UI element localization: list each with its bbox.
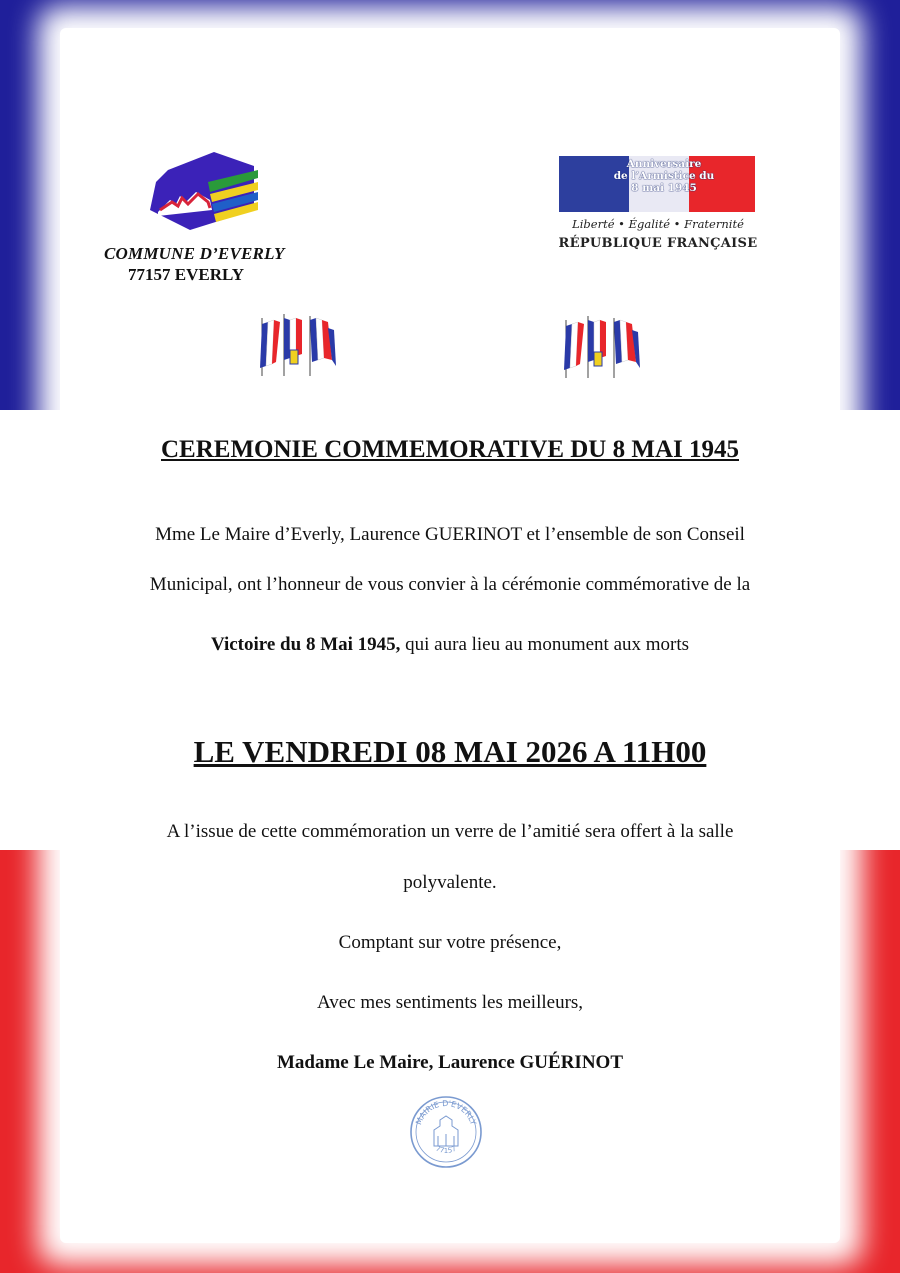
stamp-text-top: MAIRIE D'EVERLY — [414, 1098, 478, 1127]
body-line-7: Avec mes sentiments les meilleurs, — [316, 992, 584, 1013]
body-line-3 — [0, 634, 900, 656]
commune-name: COMMUNE D’EVERLY — [104, 244, 285, 263]
banner-text — [599, 158, 729, 194]
signature: Madame Le Maire, Laurence GUÉRINOT — [276, 1052, 623, 1073]
republic-motto: Liberté • Égalité • Fraternité — [572, 217, 744, 231]
commune-zip: 77157 EVERLY — [128, 265, 245, 284]
banner-line2: de l’Armistice du — [613, 170, 715, 182]
stamp-text-bottom: 77157 — [434, 1144, 458, 1155]
victory-bold: Victoire du 8 Mai 1945, — [210, 634, 401, 655]
mairie-stamp-icon — [408, 1094, 484, 1170]
armistice-banner — [559, 156, 755, 212]
body-line-1: Mme Le Maire d’Everly, Laurence GUERINOT et l’ensemble de son Conseil — [155, 524, 745, 545]
body-line-3-rest: qui aura lieu au monument aux morts — [400, 634, 690, 655]
banner-line1: Anniversaire — [626, 158, 702, 170]
event-date: LE VENDREDI 08 MAI 2026 A 11H00 — [193, 734, 707, 769]
page-title: CEREMONIE COMMEMORATIVE DU 8 MAI 1945 — [161, 436, 739, 463]
svg-text:MAIRIE D'EVERLY — [414, 1099, 478, 1126]
body-line-5: polyvalente. — [403, 872, 497, 893]
body-line-4: A l’issue de cette commémoration un verre de l’amitié sera offert à la salle — [166, 821, 734, 842]
flags-icon — [254, 310, 338, 376]
banner-line3: 8 mai 1945 — [631, 182, 697, 194]
body-line-6: Comptant sur votre présence, — [338, 932, 562, 953]
flags-icon — [558, 312, 642, 378]
body-line-2: Municipal, ont l’honneur de vous convier à la cérémonie commémorative de la — [149, 574, 751, 595]
republic-name: RÉPUBLIQUE FRANÇAISE — [558, 236, 758, 251]
commune-logo-icon — [150, 152, 262, 230]
